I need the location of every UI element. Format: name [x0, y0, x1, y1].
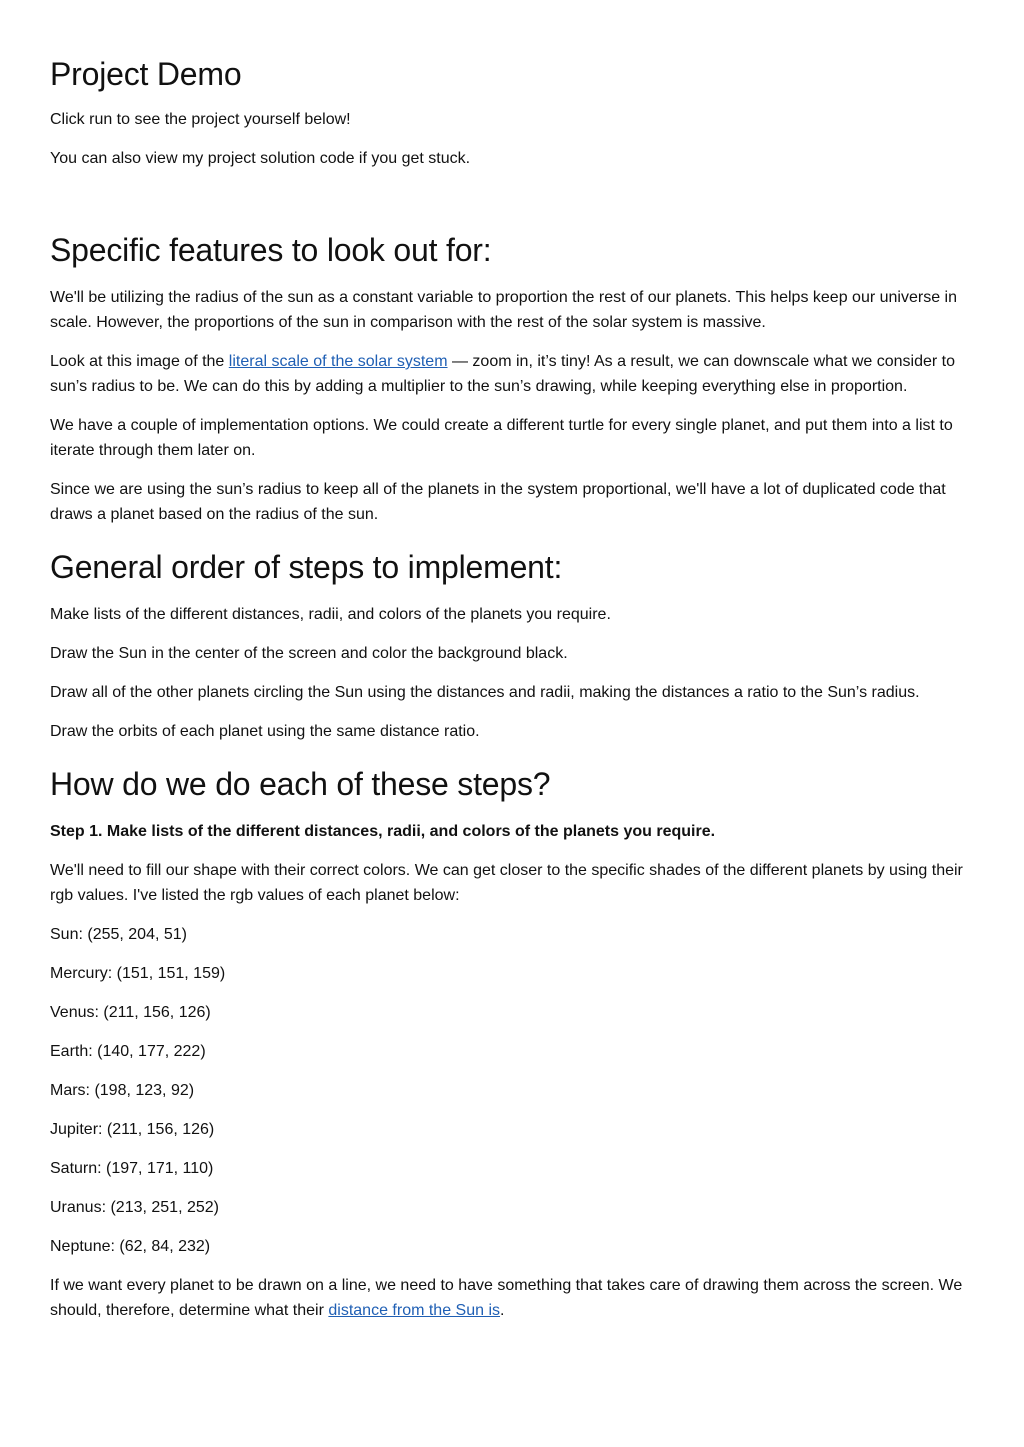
final-paragraph-start: If we want every planet to be drawn on a line, we need to have something that takes care of drawing them across the screen. We should, therefore, determine what their — [50, 1277, 963, 1319]
general-order-heading: General order of steps to implement: — [50, 549, 563, 585]
distance-from-sun-link[interactable]: distance from the Sun is — [328, 1302, 501, 1319]
run-instruction: Click run to see the project yourself below! — [50, 111, 351, 128]
solution-code-note: You can also view my project solution code if you get stuck. — [50, 150, 471, 167]
planet-color-uranus: Uranus: (213, 251, 252) — [50, 1199, 219, 1216]
specific-features-heading: Specific features to look out for: — [50, 232, 492, 268]
features-paragraph-3: We have a couple of implementation options. We could create a different turtle for every single planet, and put them into a list to iterate through them later on. — [50, 417, 953, 459]
planet-color-earth: Earth: (140, 177, 222) — [50, 1043, 206, 1060]
order-step-4: Draw the orbits of each planet using the same distance ratio. — [50, 723, 480, 740]
features-paragraph-4: Since we are using the sun’s radius to keep all of the planets in the system proportional, we'll have a lot of duplicated code that draws a planet based on the radius of the sun. — [50, 481, 946, 523]
planet-color-neptune: Neptune: (62, 84, 232) — [50, 1238, 211, 1255]
order-step-3: Draw all of the other planets circling the Sun using the distances and radii, making the distances a ratio to the Sun’s radius. — [50, 684, 920, 701]
planet-color-sun: Sun: (255, 204, 51) — [50, 926, 187, 943]
solar-system-scale-link[interactable]: literal scale of the solar system — [228, 353, 448, 370]
order-step-2: Draw the Sun in the center of the screen and color the background black. — [50, 645, 568, 662]
how-to-heading: How do we do each of these steps? — [50, 766, 551, 802]
final-paragraph — [50, 1273, 974, 1323]
features-paragraph-2 — [50, 349, 974, 399]
final-paragraph-end: . — [500, 1302, 505, 1319]
order-step-1: Make lists of the different distances, radii, and colors of the planets you require. — [50, 606, 611, 623]
planet-color-mercury: Mercury: (151, 151, 159) — [50, 965, 226, 982]
features-paragraph-2-end: — zoom in, it’s tiny! As a result, we can downscale what we consider to sun’s radius to be. We can do this by adding a multiplier to the sun’s drawing, while keeping everything else in proportion. — [50, 353, 956, 395]
features-paragraph-1: We'll be utilizing the radius of the sun as a constant variable to proportion the rest of our planets. This helps keep our universe in scale. However, the proportions of the sun in comparison with the rest of the solar system is massive. — [50, 289, 957, 331]
features-paragraph-2-start: Look at this image of the — [50, 353, 229, 370]
step-1-heading: Step 1. Make lists of the different distances, radii, and colors of the planets you require. — [50, 823, 716, 840]
planet-color-venus: Venus: (211, 156, 126) — [50, 1004, 211, 1021]
planet-color-saturn: Saturn: (197, 171, 110) — [50, 1160, 214, 1177]
step-1-paragraph: We'll need to fill our shape with their correct colors. We can get closer to the specific shades of the different planets by using their rgb values. I've listed the rgb values of each planet below: — [50, 862, 963, 904]
planet-color-jupiter: Jupiter: (211, 156, 126) — [50, 1121, 215, 1138]
project-demo-heading: Project Demo — [50, 56, 242, 92]
planet-color-mars: Mars: (198, 123, 92) — [50, 1082, 195, 1099]
